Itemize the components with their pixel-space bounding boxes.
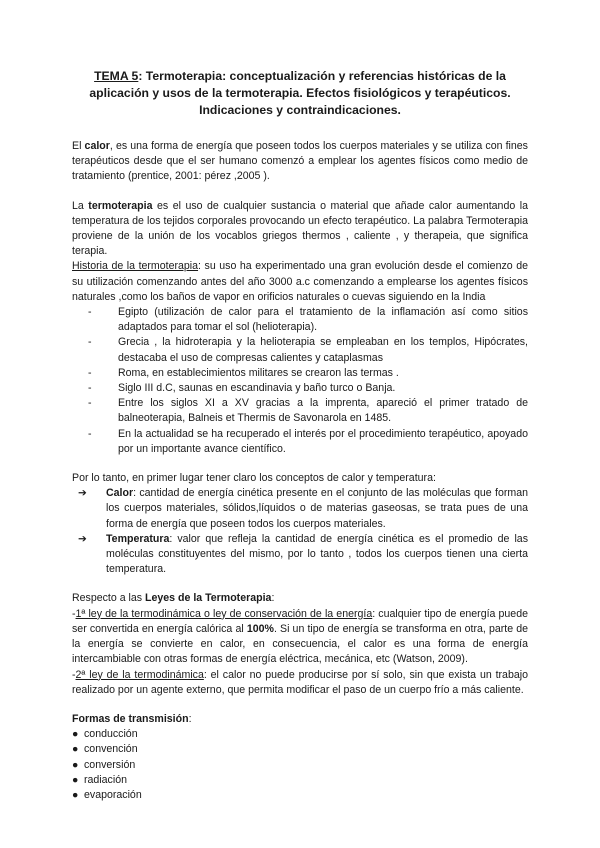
concept-term: Temperatura [106,532,170,545]
concept-definition: : cantidad de energía cinética presente en el conjunto de las moléculas que forman los cuerpos materiales, sólidos,líquidos o de materias gaseosas, se trata pues de una forma de energía que poseen todos los cuerpos materiales. [106,487,528,530]
forma-label: conducción [84,728,138,741]
ley1-heading: 1ª ley de la termodinámica o ley de conservación de la energía [75,607,373,620]
list-item: - Entre los siglos XI a XV gracias a la imprenta, apareció el primer tratado de balneoterapia, Balneis et Thermis de Savonarola en 1485. [88,396,528,426]
ley1-percent: 100% [246,622,274,635]
forma-label: evaporación [84,788,142,801]
conceptos-list [72,486,528,577]
arrow-icon: ➔ [78,532,87,545]
bullet-icon: ● [72,743,79,756]
p2-term-termoterapia: termoterapia [88,199,153,212]
list-item: - Egipto (utilización de calor para el tratamiento de la inflamación así como sitios adaptados para tomar el sol (helioterapia). [88,305,528,335]
p1-text-a: El [72,140,85,152]
ley1-prefix: - [72,607,76,620]
formas-colon: : [188,712,192,725]
concept-definition: : valor que refleja la cantidad de energía cinética es el promedio de las moléculas constituyentes del mismo, por lo tanto , todos los cuerpos tienen una cierta temperatura. [106,532,528,576]
p2-text-c: es el uso de cualquier sustancia o material que añade calor aumentando la temperatura de los tejidos corporales provocando un efecto terapéutico. La palabra Termoterapia proviene de la unión de los vocablos griegos thermos , caliente , y therapeia, que significa terapia. [72,199,528,258]
leyes-heading: Leyes de la Termoterapia [145,592,272,605]
historia-list [72,305,528,457]
ley1-text-b: . Si un tipo de energía se transforma en otra, parte de la energía se convierte en calor, en consecuencia, el calor es una forma de energía intercambiable con otras formas de energía eléctrica, mecánica, etc (Watson, 2009). [72,622,529,666]
paragraph-calor [72,139,528,185]
paragraph-termoterapia [72,199,528,260]
list-item: - Siglo III d.C, saunas en escandinavia y baño turco o Banja. [88,381,528,396]
list-item [72,773,528,788]
formas-heading: Formas de transmisión [72,712,189,725]
list-item [72,742,528,757]
paragraph-ley-2 [72,668,528,698]
bullet-icon: ● [72,773,79,786]
title-tema: TEMA 5 [94,69,139,83]
formas-list [72,727,528,803]
ley2-prefix: - [72,668,76,681]
page-title [72,68,528,119]
bullet-icon: ● [72,728,79,741]
arrow-icon: ➔ [78,487,87,500]
forma-label: convención [84,743,138,756]
list-item: - Grecia , la hidroterapia y la helioterapia se empleaban en los templos, Hipócrates, destacaba el uso de compresas calientes y cataplasmas [88,335,528,365]
list-item [78,532,528,578]
leyes-intro-c: : [271,592,275,605]
ley1-text-a: : cualquier tipo de energía puede ser convertida en energía calórica al [72,607,528,635]
forma-label: conversión [84,758,136,771]
ley2-text: : el calor no puede producirse por sí solo, sin que exista un trabajo realizado por un agente externo, que permita modificar el paso de un cuerpo frío a más caliente. [72,668,528,696]
concept-term: Calor [106,487,134,500]
historia-heading: Historia de la termoterapia [72,260,199,273]
forma-label: radiación [84,773,127,786]
p1-text-c: , es una forma de energía que poseen todos los cuerpos materiales y se utiliza con fines terapéuticos desde que el ser humano comenzó a emplear los agentes físicos como medio de tratamiento (prentice, 2001: pérez ,2005 ). [72,140,528,183]
bullet-icon: ● [72,758,79,771]
bullet-icon: ● [72,788,79,801]
document-page [72,68,528,803]
p2-text-a: La [72,199,89,212]
list-item [72,727,528,742]
p1-term-calor: calor [84,140,110,152]
list-item: - En la actualidad se ha recuperado el interés por el procedimiento terapéutico, apoyado por un importante avance científico. [88,427,528,457]
paragraph-historia [72,259,528,305]
list-item: - Roma, en establecimientos militares se crearon las termas . [88,366,528,381]
list-item [72,758,528,773]
paragraph-conceptos-intro: Por lo tanto, en primer lugar tener claro los conceptos de calor y temperatura: [72,472,436,485]
ley2-heading: 2ª ley de la termodinámica [75,668,204,681]
formas-heading-line [72,712,528,727]
paragraph-leyes-intro [72,591,528,606]
title-text: : Termoterapia: conceptualización y referencias históricas de la aplicación y usos de la termoterapia. Efectos fisiológicos y terapéuticos. Indicaciones y contraindicaciones. [89,69,511,117]
historia-text: : su uso ha experimentado una gran evolución desde el comienzo de su utilización comenzando antes del año 3000 a.c comenzando a emplearse los agentes físicos naturales ,como los baños de vapor en orificios naturales o cuevas siguiendo en la India [72,260,528,303]
leyes-intro-a: Respecto a las [72,592,146,605]
list-item [78,486,528,532]
list-item [72,788,528,803]
paragraph-ley-1 [72,607,528,668]
